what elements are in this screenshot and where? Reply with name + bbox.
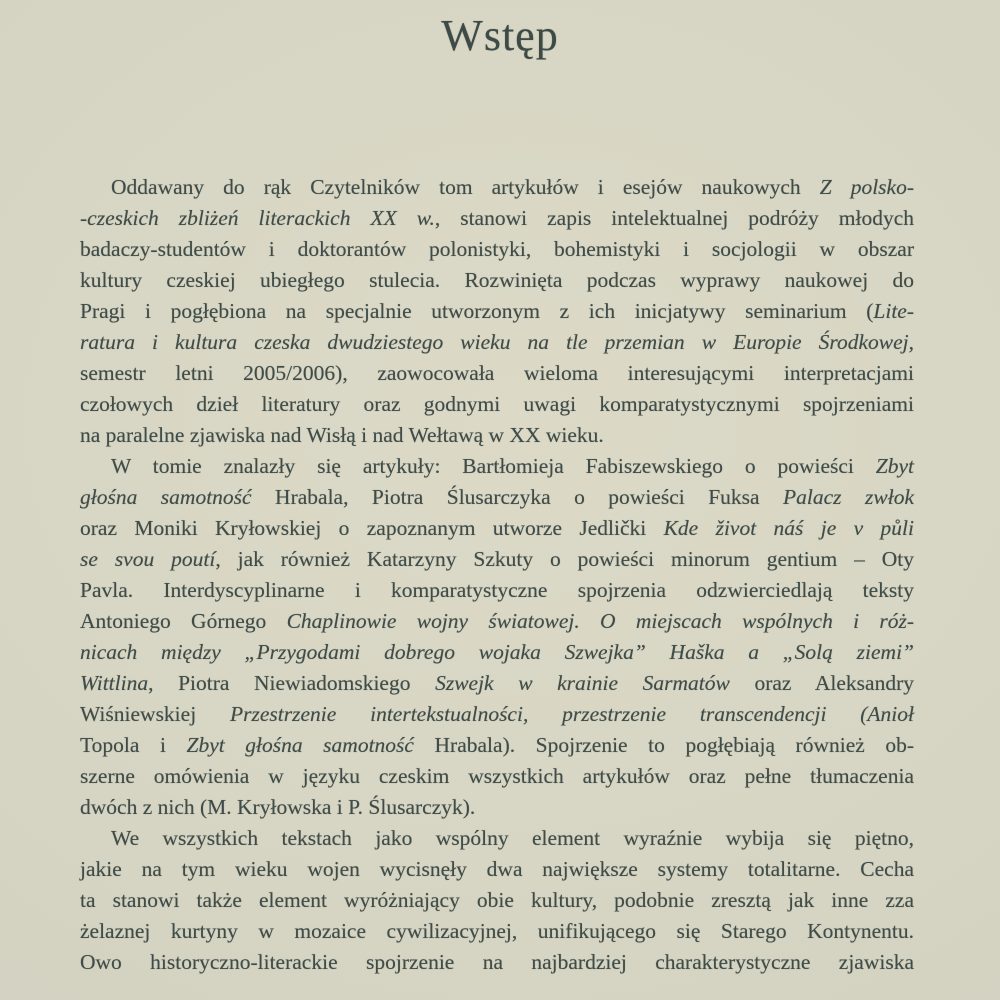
text-line — [80, 637, 914, 668]
text-run: Owo historyczno-literackie spojrzenie na najbardziej charakterystyczne zjawiska — [80, 950, 914, 974]
text-run: Topola i — [80, 733, 187, 757]
italic-text-run: Zbyt — [875, 454, 914, 478]
italic-text-run: Chaplinowie wojny światowej. O miejscach wspólnych i róż- — [286, 609, 915, 633]
text-run: We wszystkich tekstach jako wspólny element wyraźnie wybija się piętno, — [111, 826, 914, 850]
text-run: czołowych dzieł literatury oraz godnymi uwagi komparatystycznymi spojrzeniami — [80, 392, 914, 416]
text-run: na paralelne zjawiska nad Wisłą i nad Wełtawą w XX wieku. — [80, 423, 604, 447]
text-line — [80, 420, 914, 451]
text-line — [80, 668, 914, 699]
italic-text-run: Zbyt głośna samotność — [186, 733, 414, 757]
italic-text-run: Przestrzenie intertekstualności, przestrzenie transcendencji — [229, 702, 827, 726]
italic-text-run: Z polsko- — [819, 175, 915, 199]
italic-text-run: ratura i kultura czeska dwudziestego wieku na tle przemian w Europie Środkowej, — [80, 330, 914, 354]
text-run: W tomie znalazły się artykuły: Bartłomieja Fabiszewskiego o powieści — [111, 454, 876, 478]
text-run: Pragi i pogłębiona na specjalnie utworzonym z ich inicjatywy seminarium ( — [80, 299, 874, 323]
text-run — [826, 702, 860, 726]
text-line — [80, 699, 914, 730]
text-line — [80, 296, 914, 327]
text-line — [80, 482, 914, 513]
text-line — [80, 544, 914, 575]
text-line — [80, 575, 914, 606]
text-run: jakie na tym wieku wojen wycisnęły dwa największe systemy totalitarne. Cecha — [80, 857, 914, 881]
text-line — [80, 389, 914, 420]
text-line — [80, 265, 914, 296]
text-line — [80, 761, 914, 792]
text-run: dwóch z nich (M. Kryłowska i P. Ślusarczyk). — [80, 795, 476, 819]
text-run: ta stanowi także element wyróżniający obie kultury, podobnie zresztą jak inne zza — [80, 888, 914, 912]
text-line — [80, 327, 914, 358]
italic-text-run: Kde život náś je v půli — [663, 516, 914, 540]
text-line — [80, 947, 914, 978]
text-line — [80, 916, 914, 947]
text-run: kultury czeskiej ubiegłego stulecia. Rozwinięta podczas wyprawy naukowej do — [80, 268, 914, 292]
text-run: Wiśniewskiej — [80, 702, 230, 726]
page-title: Wstęp — [441, 11, 559, 60]
text-run: , jak również Katarzyny Szkuty o powieści minorum gentium – Oty — [215, 547, 914, 571]
italic-text-run: se svou poutí — [80, 547, 216, 571]
text-line — [80, 451, 914, 482]
text-run: Oddawany do rąk Czytelników tom artykułów i esejów naukowych — [111, 175, 820, 199]
text-run: , Piotra Niewiadomskiego — [148, 671, 436, 695]
text-line — [80, 513, 914, 544]
italic-text-run: Szwejk w krainie Sarmatów — [435, 671, 730, 695]
italic-text-run: głośna samotność — [80, 485, 252, 509]
text-line — [80, 606, 914, 637]
text-line — [80, 823, 914, 854]
text-run: semestr letni 2005/2006), zaowocowała wieloma interesującymi interpretacjami — [80, 361, 914, 385]
text-line — [80, 730, 914, 761]
italic-text-run: Wittlina — [80, 671, 149, 695]
italic-text-run: Palacz zwłok — [783, 485, 914, 509]
text-line — [80, 854, 914, 885]
text-run: Antoniego Górnego — [80, 609, 287, 633]
text-run: oraz Moniki Kryłowskiej o zapoznanym utworze Jedlički — [80, 516, 664, 540]
text-line — [80, 234, 914, 265]
text-run: Pavla. Interdyscyplinarne i komparatystyczne spojrzenia odzwierciedlają teksty — [80, 578, 914, 602]
text-line — [80, 358, 914, 389]
text-run: Hrabala, Piotra Ślusarczyka o powieści Fuksa — [251, 485, 784, 509]
text-run: szerne omówienia w języku czeskim wszystkich artykułów oraz pełne tłumaczenia — [80, 764, 914, 788]
text-line — [80, 172, 914, 203]
text-line — [80, 203, 914, 234]
text-line — [80, 792, 914, 823]
italic-text-run: -czeskich zbliżeń literackich XX w. — [80, 206, 435, 230]
italic-text-run: nicach między „Przygodami dobrego wojaka Szwejka” Haška a „Solą ziemi” — [80, 640, 914, 664]
text-line — [80, 885, 914, 916]
text-run: , stanowi zapis intelektualnej podróży młodych — [434, 206, 914, 230]
text-run: badaczy-studentów i doktorantów polonistyki, bohemistyki i socjologii w obszar — [80, 237, 914, 261]
page-body — [80, 172, 914, 978]
text-run: żelaznej kurtyny w mozaice cywilizacyjnej, unifikującego się Starego Kontynentu. — [80, 919, 914, 943]
text-run: oraz Aleksandry — [729, 671, 914, 695]
italic-text-run: Lite- — [873, 299, 914, 323]
italic-text-run: (Anioł — [860, 702, 914, 726]
text-run: Hrabala). Spojrzenie to pogłębiają również ob- — [413, 733, 915, 757]
